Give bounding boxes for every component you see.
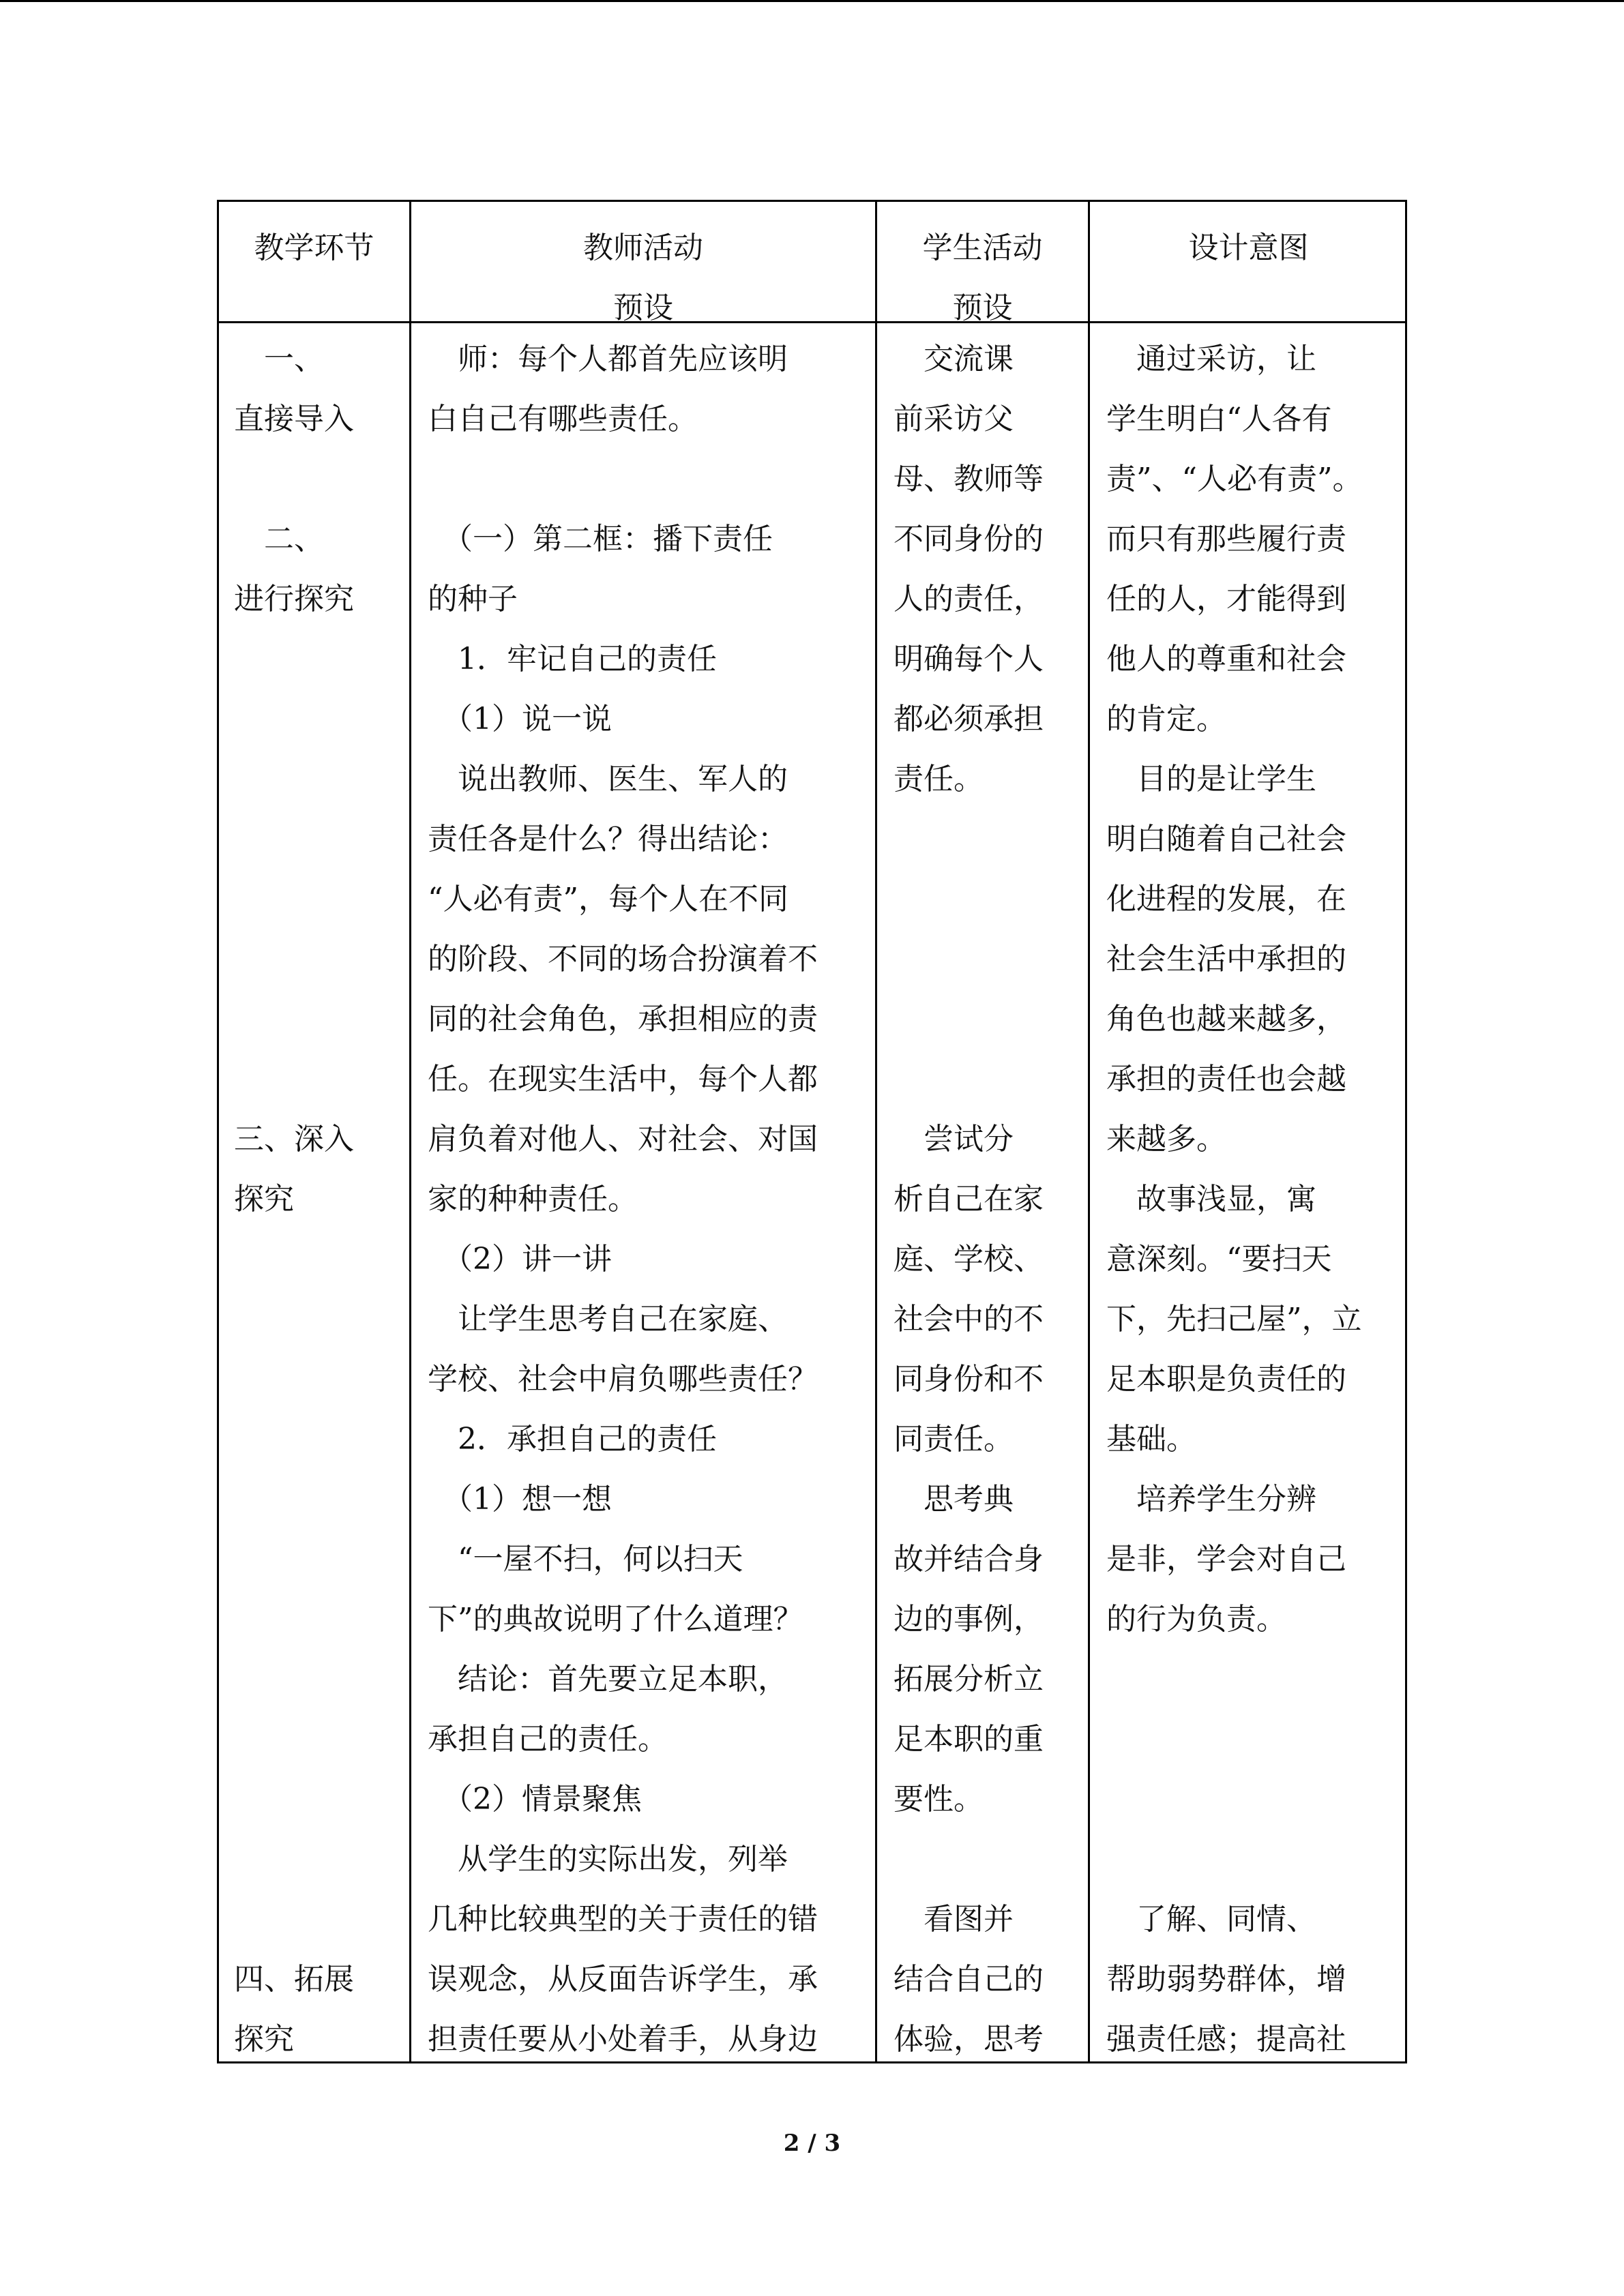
cell-text-line (234, 1890, 404, 1950)
cell-text-line: 三、深入 (234, 1122, 354, 1157)
page-number: 2 / 3 (783, 2130, 841, 2157)
cell-text-line (428, 449, 871, 509)
header-cell-teacher-activity (411, 202, 875, 325)
cell-text-line: 足本职是负责任的 (1106, 1362, 1346, 1397)
cell-text-line: 前采访父 (894, 402, 1014, 436)
cell-text-line: 同身份和不 (894, 1362, 1044, 1397)
cell-text-line: 责任各是什么？得出结论： (428, 822, 788, 856)
cell-text-line: 探究 (234, 1182, 294, 1217)
cell-text-line (234, 749, 404, 809)
cell-text-line: 强责任感；提高社 (1106, 2022, 1346, 2057)
cell-text-line: 明白随着自己社会 (1106, 822, 1346, 856)
cell-text-line (894, 869, 1084, 929)
cell-text-line: 析自己在家 (894, 1182, 1044, 1217)
cell-text-line: 误观念，从反面告诉学生，承 (428, 1962, 818, 1997)
cell-text-line: 几种比较典型的关于责任的错 (428, 1902, 818, 1937)
cell-text-line: 目的是让学生 (1106, 762, 1316, 796)
teacher-activity-column (428, 329, 871, 2070)
cell-text-line: 社会中的不 (894, 1302, 1044, 1337)
cell-text-line: 的行为负责。 (1106, 1602, 1286, 1637)
cell-text-line: 不同身份的 (894, 522, 1044, 556)
cell-text-line: 要性。 (894, 1782, 984, 1817)
cell-text-line: 责”、“人必有责”。 (1106, 462, 1363, 496)
cell-text-line (894, 1830, 1084, 1890)
cell-text-line: 的阶段、不同的场合扮演着不 (428, 942, 818, 976)
cell-text-line: 1．牢记自己的责任 (428, 642, 717, 676)
cell-text-line: 而只有那些履行责 (1106, 522, 1346, 556)
cell-text-line (1106, 1830, 1406, 1890)
cell-text-line: 帮助弱势群体，增 (1106, 1962, 1346, 1997)
cell-text-line: 母、教师等 (894, 462, 1044, 496)
cell-text-line: 同的社会角色，承担相应的责 (428, 1002, 818, 1037)
cell-text-line (894, 929, 1084, 989)
cell-text-line (234, 809, 404, 869)
cell-text-line: 他人的尊重和社会 (1106, 642, 1346, 676)
cell-text-line (894, 1049, 1084, 1109)
student-activity-column (894, 329, 1084, 2070)
cell-text-line: 学校、社会中肩负哪些责任？ (428, 1362, 818, 1397)
cell-text-line: 交流课 (894, 342, 1014, 376)
cell-text-line: 庭、学校、 (894, 1242, 1044, 1277)
cell-text-line: 白自己有哪些责任。 (428, 402, 698, 436)
header-text: 学生活动 (922, 230, 1043, 265)
cell-text-line (234, 989, 404, 1049)
cell-text-line: 直接导入 (234, 402, 354, 436)
cell-text-line: 责任。 (894, 762, 984, 796)
column-divider (875, 202, 877, 2061)
cell-text-line (1106, 1710, 1406, 1770)
header-text: 教学环节 (254, 230, 374, 265)
cell-text-line: 边的事例， (894, 1602, 1044, 1637)
cell-text-line: 承担自己的责任。 (428, 1722, 668, 1757)
cell-text-line (234, 1590, 404, 1650)
column-divider (1088, 202, 1090, 2061)
cell-text-line: 培养学生分辨 (1106, 1482, 1316, 1517)
cell-text-line (234, 449, 404, 509)
cell-text-line: （1）想一想 (428, 1482, 612, 1517)
cell-text-line (234, 1410, 404, 1470)
cell-text-line: 让学生思考自己在家庭、 (428, 1302, 788, 1337)
cell-text-line (894, 809, 1084, 869)
cell-text-line: 明确每个人 (894, 642, 1044, 676)
header-text: 教师活动 (583, 230, 703, 265)
cell-text-line: （2）讲一讲 (428, 1242, 612, 1277)
header-text: 预设 (613, 290, 673, 325)
cell-text-line (234, 1650, 404, 1710)
cell-text-line: 思考典 (894, 1482, 1014, 1517)
cell-text-line: 任。在现实生活中，每个人都 (428, 1062, 818, 1097)
cell-text-line: （2）情景聚焦 (428, 1782, 642, 1817)
cell-text-line (234, 1530, 404, 1590)
cell-text-line: 担责任要从小处着手，从身边 (428, 2022, 818, 2057)
cell-text-line: 了解、同情、 (1106, 1902, 1316, 1937)
cell-text-line: 通过采访，让 (1106, 342, 1316, 376)
header-cell-student-activity (877, 202, 1088, 325)
cell-text-line: 肩负着对他人、对社会、对国 (428, 1122, 818, 1157)
cell-text-line (234, 1350, 404, 1410)
cell-text-line (234, 869, 404, 929)
cell-text-line: 意深刻。“要扫天 (1106, 1242, 1332, 1277)
cell-text-line: 探究 (234, 2022, 294, 2057)
cell-text-line: 学生明白“人各有 (1106, 402, 1332, 436)
cell-text-line (234, 689, 404, 749)
cell-text-line (234, 1049, 404, 1109)
header-cell-design-intent (1090, 202, 1407, 321)
teaching-stage-column (234, 329, 404, 2070)
header-divider (219, 321, 1405, 323)
cell-text-line: 足本职的重 (894, 1722, 1044, 1757)
cell-text-line: 社会生活中承担的 (1106, 942, 1346, 976)
cell-text-line: 拓展分析立 (894, 1662, 1044, 1697)
design-intent-column (1106, 329, 1406, 2070)
cell-text-line (1106, 1650, 1406, 1710)
cell-text-line (234, 1710, 404, 1770)
cell-text-line: 的肯定。 (1106, 702, 1226, 736)
cell-text-line: 从学生的实际出发，列举 (428, 1842, 788, 1877)
column-divider (409, 202, 411, 2061)
cell-text-line: 尝试分 (894, 1122, 1014, 1157)
cell-text-line: （一）第二框：播下责任 (428, 522, 773, 556)
header-text: 预设 (952, 290, 1013, 325)
cell-text-line: 结合自己的 (894, 1962, 1044, 1997)
cell-text-line: 故并结合身 (894, 1542, 1044, 1577)
cell-text-line (234, 1830, 404, 1890)
cell-text-line (234, 1289, 404, 1350)
cell-text-line: 下”的典故说明了什么道理？ (428, 1602, 803, 1637)
cell-text-line (234, 929, 404, 989)
cell-text-line: 来越多。 (1106, 1122, 1226, 1157)
cell-text-line (234, 1470, 404, 1530)
header-cell-teaching-stage (219, 202, 409, 321)
cell-text-line: “人必有责”，每个人在不同 (428, 882, 788, 916)
cell-text-line: 说出教师、医生、军人的 (428, 762, 788, 796)
cell-text-line: 化进程的发展，在 (1106, 882, 1346, 916)
cell-text-line: 体验，思考 (894, 2022, 1044, 2057)
cell-text-line: 四、拓展 (234, 1962, 354, 1997)
cell-text-line: （1）说一说 (428, 702, 612, 736)
cell-text-line: 故事浅显，寓 (1106, 1182, 1316, 1217)
cell-text-line: 人的责任， (894, 582, 1044, 616)
cell-text-line: 一、 (234, 342, 324, 376)
cell-text-line: 看图并 (894, 1902, 1014, 1937)
cell-text-line: 基础。 (1106, 1422, 1196, 1457)
cell-text-line: 的种子 (428, 582, 518, 616)
cell-text-line (234, 1770, 404, 1830)
cell-text-line: 都必须承担 (894, 702, 1044, 736)
cell-text-line: 同责任。 (894, 1422, 1014, 1457)
cell-text-line: 下，先扫己屋”，立 (1106, 1302, 1362, 1337)
cell-text-line: 任的人，才能得到 (1106, 582, 1346, 616)
lesson-plan-table (217, 200, 1407, 2063)
cell-text-line: 师：每个人都首先应该明 (428, 342, 788, 376)
cell-text-line: 进行探究 (234, 582, 354, 616)
cell-text-line: 结论：首先要立足本职， (428, 1662, 788, 1697)
cell-text-line (234, 1229, 404, 1289)
cell-text-line (234, 629, 404, 689)
header-text: 设计意图 (1188, 230, 1309, 265)
cell-text-line: 二、 (234, 522, 324, 556)
cell-text-line: 家的种种责任。 (428, 1182, 638, 1217)
cell-text-line: 承担的责任也会越 (1106, 1062, 1346, 1097)
cell-text-line (1106, 1770, 1406, 1830)
cell-text-line: 是非，学会对自己 (1106, 1542, 1346, 1577)
cell-text-line: “一屋不扫，何以扫天 (428, 1542, 743, 1577)
cell-text-line (894, 989, 1084, 1049)
cell-text-line: 2．承担自己的责任 (428, 1422, 717, 1457)
cell-text-line: 角色也越来越多， (1106, 1002, 1346, 1037)
